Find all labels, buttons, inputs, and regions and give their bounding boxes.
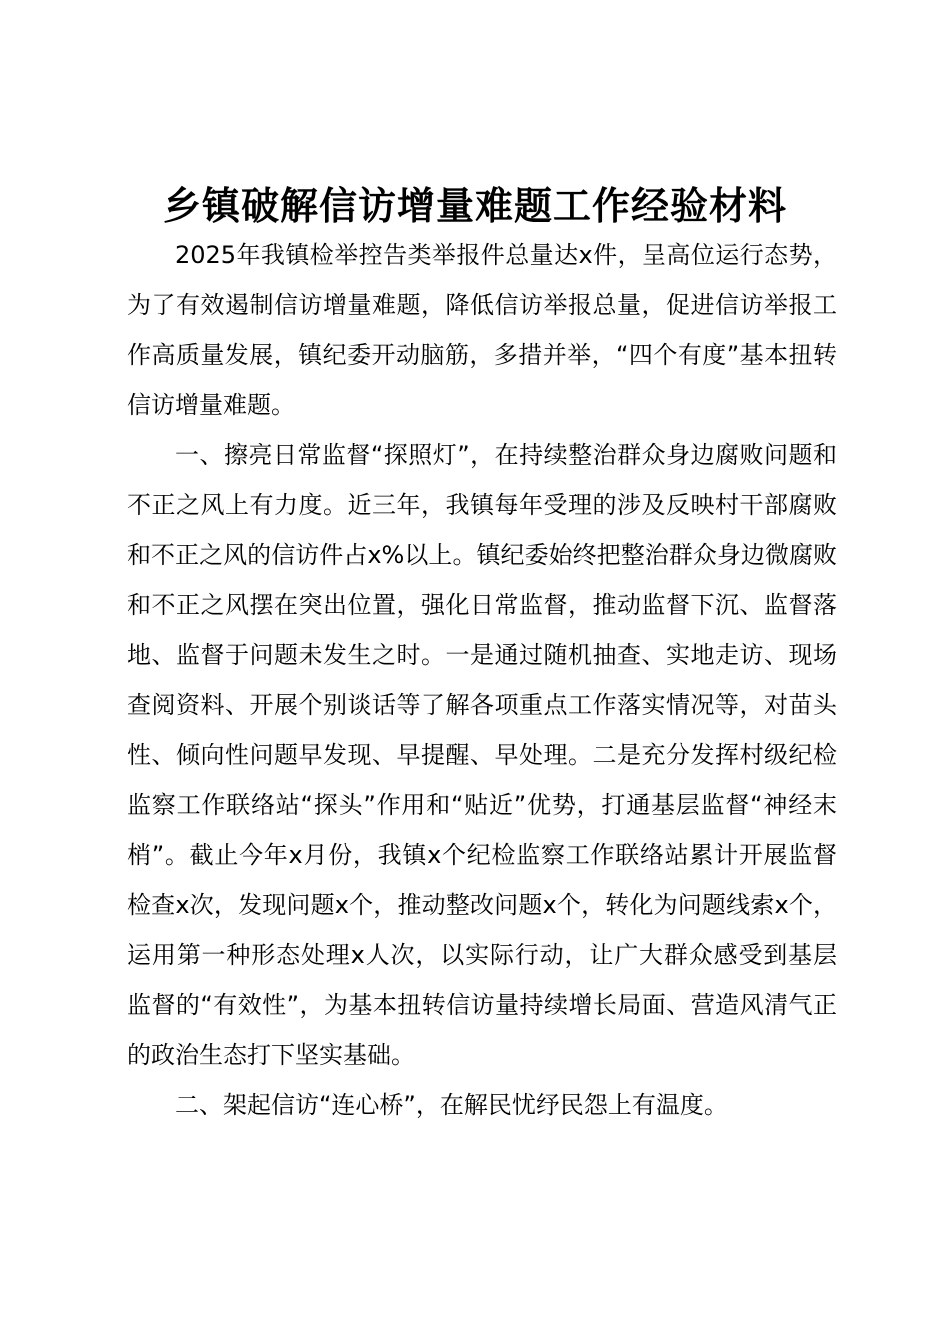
paragraph-intro: 2025年我镇检举控告类举报件总量达x件，呈高位运行态势，为了有效遏制信访增量难题，降低信访举报总量，促进信访举报工作高质量发展，镇纪委开动脑筋，多措并举，“四个有度”基本扭转信访增量难题。 — [127, 241, 837, 419]
paragraph-section-1: 一、擦亮日常监督“探照灯”，在持续整治群众身边腐败问题和不正之风上有力度。近三年，我镇每年受理的涉及反映村干部腐败和不正之风的信访件占x%以上。镇纪委始终把整治群众身边微腐败和不正之风摆在突出位置，强化日常监督，推动监督下沉、监督落地、监督于问题未发生之时。一是通过随机抽查、实地走访、现场查阅资料、开展个别谈话等了解各项重点工作落实情况等，对苗头性、倾向性问题早发现、早提醒、早处理。二是充分发挥村级纪检监察工作联络站“探头”作用和“贴近”优势，打通基层监督“神经末梢”。截止今年x月份，我镇x个纪检监察工作联络站累计开展监督检查x次，发现问题x个，推动整改问题x个，转化为问题线索x个，运用第一种形态处理x人次，以实际行动，让广大群众感受到基层监督的“有效性”，为基本扭转信访量持续增长局面、营造风清气正的政治生态打下坚实基础。 — [127, 441, 837, 1069]
document-body — [127, 230, 837, 1130]
document-title: 乡镇破解信访增量难题工作经验材料 — [162, 183, 787, 228]
paragraph-section-2-heading: 二、架起信访“连心桥”，在解民忧纾民怨上有温度。 — [175, 1091, 728, 1119]
